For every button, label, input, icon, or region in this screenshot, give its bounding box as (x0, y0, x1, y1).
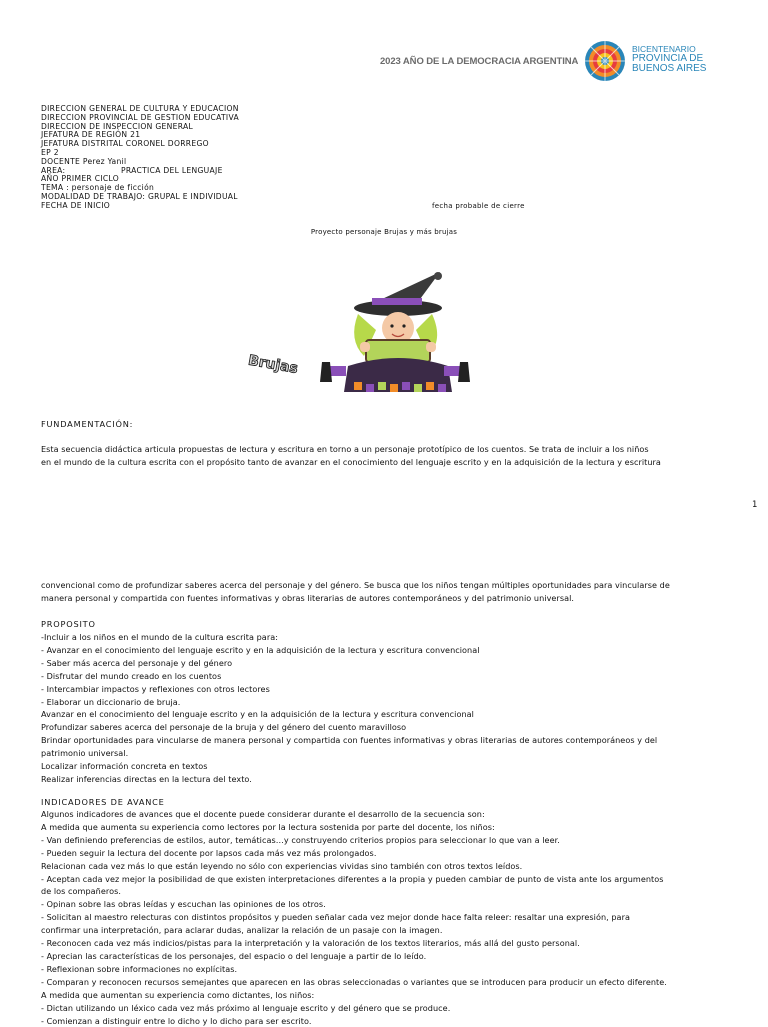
indicadores-title: INDICADORES DE AVANCE (41, 797, 165, 807)
dates-row (41, 202, 239, 211)
fundamentacion-title: FUNDAMENTACIÓN: (41, 419, 133, 429)
list-item: Profundizar saberes acerca del personaje de la bruja y del género del cuento maravilloso (41, 721, 657, 734)
meta-line: DIRECCION DE INSPECCION GENERAL (41, 123, 239, 132)
list-item: - Disfrutar del mundo creado en los cuentos (41, 670, 657, 683)
list-item: - Comparan y reconocen recursos semejantes que aparecen en las obras seleccionadas o variantes que se introducen para producir un efecto diferente. (41, 976, 667, 989)
list-item: patrimonio universal. (41, 747, 657, 760)
modality-line: MODALIDAD DE TRABAJO: GRUPAL E INDIVIDUAL (41, 193, 239, 202)
list-item: Algunos indicadores de avances que el docente puede considerar durante el desarrollo de la secuencia son: (41, 808, 667, 821)
list-item: - Solicitan al maestro relecturas con distintos propósitos y pueden señalar cada vez mejor donde hace falta releer: resaltar una expresión, para (41, 911, 667, 924)
list-item: A medida que aumenta su experiencia como lectores por la lectura sostenida por parte del docente, los niños: (41, 821, 667, 834)
list-item: Localizar información concreta en textos (41, 760, 657, 773)
list-item: - Dictan utilizando un léxico cada vez más próximo al lenguaje escrito y del género que se produce. (41, 1002, 667, 1015)
logo-line-2: PROVINCIA DE (632, 54, 706, 64)
list-item: - Aprecian las características de los personajes, del espacio o del lenguaje a partir de lo leído. (41, 950, 667, 963)
meta-line: JEFATURA DISTRITAL CORONEL DORREGO (41, 140, 239, 149)
list-item: confirmar una interpretación, para aclarar dudas, analizar la relación de un pasaje con la imagen. (41, 924, 667, 937)
header-banner (380, 38, 720, 88)
area-label: AREA: (41, 166, 65, 175)
meta-line: DIRECCION PROVINCIAL DE GESTION EDUCATIVA (41, 114, 239, 123)
list-item: - Reflexionan sobre informaciones no explícitas. (41, 963, 667, 976)
closing-date-label: fecha probable de cierre (432, 202, 525, 211)
meta-line: EP 2 (41, 149, 239, 158)
list-item: - Intercambiar impactos y reflexiones con otros lectores (41, 683, 657, 696)
paragraph-line: manera personal y compartida con fuentes informativas y obras literarias de autores contemporáneos y del patrimonio universal. (41, 592, 670, 605)
paragraph-line: Esta secuencia didáctica articula propuestas de lectura y escritura en torno a un personaje prototípico de los cuentos. Se trata de incluir a los niños (41, 443, 661, 456)
brujas-wordart-text: Brujas (247, 353, 299, 377)
project-title: Proyecto personaje Brujas y más brujas (0, 228, 768, 236)
list-item: - Aceptan cada vez mejor la posibilidad de que existen interpretaciones diferentes a la propia y pueden cambiar de punto de vista ante los argumentos (41, 873, 667, 886)
witch-illustration (320, 270, 470, 400)
meta-line: JEFATURA DE REGIÓN 21 (41, 131, 239, 140)
list-item: de los compañeros. (41, 885, 667, 898)
area-value: PRACTICA DEL LENGUAJE (121, 167, 223, 176)
province-logo-text (632, 44, 706, 74)
start-date-label: FECHA DE INICIO (41, 201, 110, 210)
meta-line: AÑO PRIMER CICLO (41, 175, 239, 184)
proposito-list (41, 631, 657, 786)
year-slogan: 2023 AÑO DE LA DEMOCRACIA ARGENTINA (380, 56, 578, 67)
list-item: Avanzar en el conocimiento del lenguaje escrito y en la adquisición de la lectura y escritura convencional (41, 708, 657, 721)
indicadores-list (41, 808, 667, 1027)
brujas-wordart (244, 350, 316, 380)
teacher-line: DOCENTE Perez Yanil (41, 158, 239, 167)
list-item: A medida que aumentan su experiencia como dictantes, los niños: (41, 989, 667, 1002)
list-item: - Van definiendo preferencias de estilos, autor, temáticas…y construyendo criterios propios para seleccionar lo que van a leer. (41, 834, 667, 847)
list-item: - Pueden seguir la lectura del docente por lapsos cada más vez más prolongados. (41, 847, 667, 860)
list-item: Relacionan cada vez más lo que están leyendo no sólo con experiencias vividas sino también con otros textos leídos. (41, 860, 667, 873)
fundamentacion-continuation (41, 579, 670, 605)
logo-line-3: BUENOS AIRES (632, 64, 706, 74)
area-row (41, 167, 239, 176)
list-item: - Saber más acerca del personaje y del género (41, 657, 657, 670)
list-item: - Elaborar un diccionario de bruja. (41, 696, 657, 709)
fundamentacion-text (41, 443, 661, 469)
list-item: Brindar oportunidades para vincularse de manera personal y compartida con fuentes informativas y obras literarias de autores contemporáneos y del (41, 734, 657, 747)
logo-line-1: BICENTENARIO (632, 44, 706, 54)
list-item: - Avanzar en el conocimiento del lenguaje escrito y en la adquisición de la lectura y escritura convencional (41, 644, 657, 657)
topic-line: TEMA : personaje de ficción (41, 184, 239, 193)
meta-line: DIRECCION GENERAL DE CULTURA Y EDUCACION (41, 105, 239, 114)
list-item: - Comienzan a distinguir entre lo dicho y lo dicho para ser escrito. (41, 1015, 667, 1027)
paragraph-line: convencional como de profundizar saberes acerca del personaje y del género. Se busca que los niños tengan múltiples oportunidades para vincularse de (41, 579, 670, 592)
page-number: 1 (752, 500, 757, 510)
proposito-title: PROPOSITO (41, 619, 96, 629)
list-item: -Incluir a los niños en el mundo de la cultura escrita para: (41, 631, 657, 644)
list-item: Realizar inferencias directas en la lectura del texto. (41, 773, 657, 786)
paragraph-line: en el mundo de la cultura escrita con el propósito tanto de avanzar en el conocimiento del lenguaje escrito y en la adquisición de la lectura y escritura (41, 456, 661, 469)
list-item: - Reconocen cada vez más indicios/pistas para la interpretación y la valoración de los textos literarios, más allá del gusto personal. (41, 937, 667, 950)
bicentenario-rosette-icon (584, 40, 626, 82)
institution-block (41, 105, 239, 211)
list-item: - Opinan sobre las obras leídas y escuchan las opiniones de los otros. (41, 898, 667, 911)
